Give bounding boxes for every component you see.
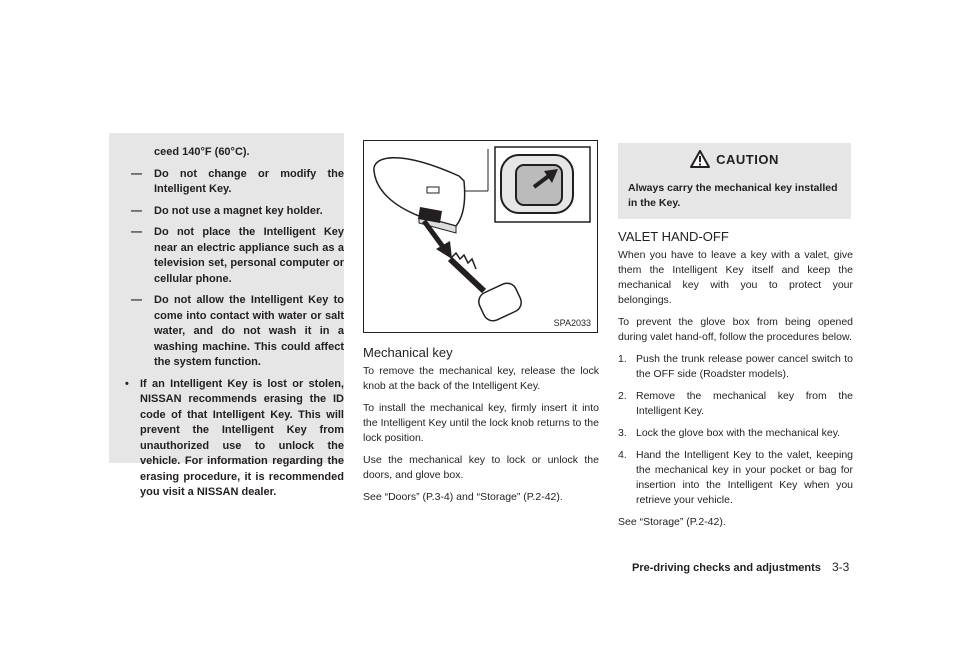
mechanical-key-section: [363, 345, 599, 512]
bullet-item: • If an Intelligent Key is lost or stolen, NISSAN recommends erasing the ID code of that Intelligent Key. This will prevent the Intelligent Key from unauthorized use to unlock the vehicle. For information regarding the erasing procedure, it is recommended you visit a NISSAN dealer.: [125, 377, 344, 498]
chapter-label: Pre-driving checks and adjustments: [632, 562, 821, 574]
paragraph: To install the mechanical key, firmly insert it into the Intelligent Key until the lock knob returns to the lock position.: [363, 402, 599, 444]
valet-section: [618, 229, 853, 537]
list-item: — Do not use a magnet key holder.: [131, 204, 323, 217]
continued-text: ceed 140°F (60°C).: [154, 146, 250, 158]
paragraph: See “Storage” (P.2-42).: [618, 516, 726, 528]
figure-label: SPA2033: [553, 318, 591, 328]
paragraph: When you have to leave a key with a valet, give them the Intelligent Key itself and keep the mechanical key with you to protect your belongings.: [618, 249, 853, 306]
key-illustration: [363, 140, 598, 333]
warning-triangle-icon: [690, 150, 710, 168]
caution-title: CAUTION: [716, 151, 779, 167]
warning-panel: [109, 133, 344, 498]
list-item: 4. Hand the Intelligent Key to the valet, keeping the mechanical key in your pocket or bag for insertion into the Intelligent Key when you retrieve your vehicle.: [618, 449, 853, 506]
list-item: — Do not change or modify the Intelligent Key.: [131, 167, 344, 195]
paragraph: To prevent the glove box from being opened during valet hand-off, follow the procedures below.: [618, 316, 853, 343]
paragraph: See “Doors” (P.3-4) and “Storage” (P.2-42).: [363, 491, 563, 503]
page-number: 3-3: [831, 560, 850, 574]
page-footer: [632, 560, 849, 574]
list-item: 2. Remove the mechanical key from the Intelligent Key.: [618, 390, 853, 417]
caution-box: [618, 143, 851, 219]
mechanical-key-drawing: [364, 141, 597, 332]
caution-text: Always carry the mechanical key installed in the Key.: [628, 182, 838, 209]
section-heading: Mechanical key: [363, 345, 453, 360]
paragraph: Use the mechanical key to lock or unlock the doors, and glove box.: [363, 454, 599, 481]
caution-header: [618, 143, 851, 175]
list-item: — Do not allow the Intelligent Key to come into contact with water or salt water, and do not wash it in a washing machine. This could affect the system function.: [131, 294, 344, 368]
list-item: 3. Lock the glove box with the mechanical key.: [618, 427, 841, 439]
list-item: — Do not place the Intelligent Key near an electric appliance such as a television set, personal computer or cellular phone.: [131, 226, 344, 285]
paragraph: To remove the mechanical key, release the lock knob at the back of the Intelligent Key.: [363, 365, 599, 392]
section-heading: VALET HAND-OFF: [618, 229, 729, 244]
list-item: 1. Push the trunk release power cancel switch to the OFF side (Roadster models).: [618, 353, 853, 380]
